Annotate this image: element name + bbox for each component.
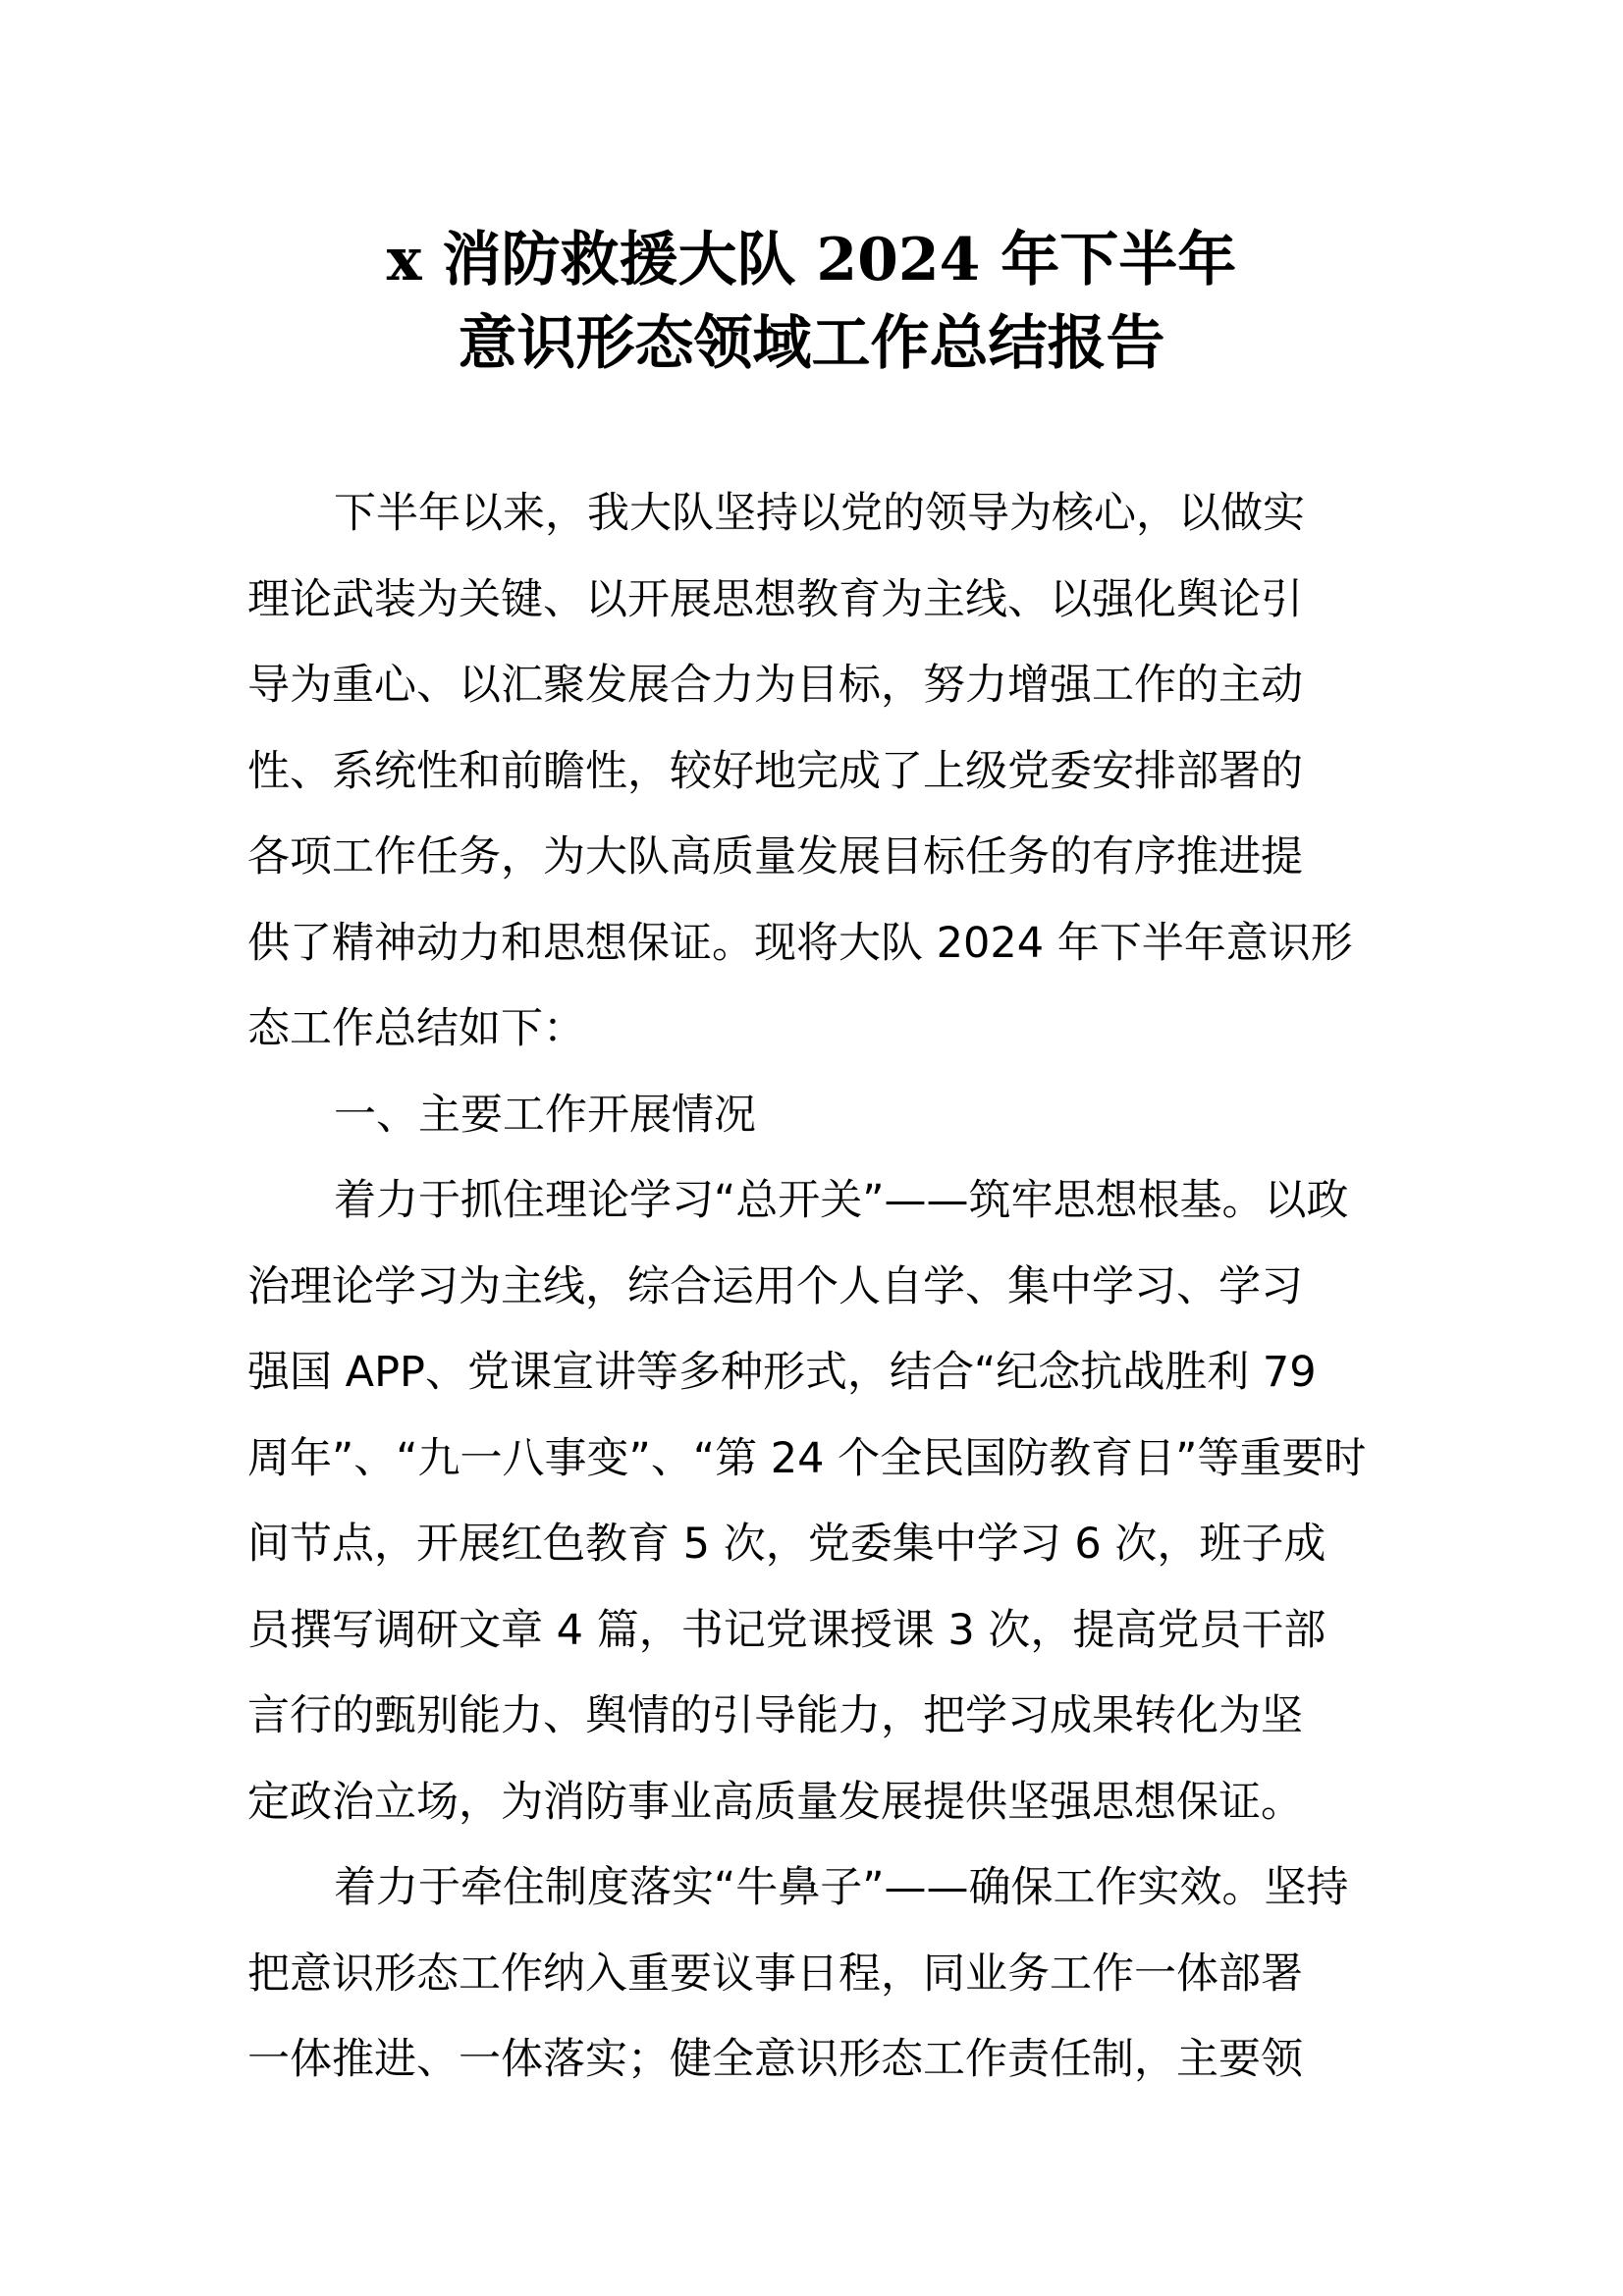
intro-paragraph (247, 471, 1386, 1073)
text-line: 导为重心、以汇聚发展合力为目标，努力增强工作的主动 (247, 661, 1303, 710)
text-line: 性、系统性和前瞻性，较好地完成了上级党委安排部署的 (247, 746, 1303, 796)
text-line: 强国 APP、党课宣讲等多种形式，结合“纪念抗战胜利 79 (247, 1348, 1317, 1397)
text-line: 下半年以来，我大队坚持以党的领导为核心，以做实 (334, 489, 1305, 538)
text-line: 一、主要工作开展情况 (334, 1090, 756, 1140)
text-line: 言行的甄别能力、舆情的引导能力，把学习成果转化为坚 (247, 1691, 1303, 1740)
text-line: 治理论学习为主线，综合运用个人自学、集中学习、学习 (247, 1261, 1303, 1311)
text-line: 供了精神动力和思想保证。现将大队 2024 年下半年意识形 (247, 918, 1353, 968)
text-line: 员撰写调研文章 4 篇，书记党课授课 3 次，提高党员干部 (247, 1605, 1326, 1655)
document-title-line1: x 消防救援大队 2024 年下半年 (386, 226, 1237, 294)
text-line: 各项工作任务，为大队高质量发展目标任务的有序推进提 (247, 832, 1303, 881)
text-line: 理论武装为关键、以开展思想教育为主线、以强化舆论引 (247, 574, 1303, 624)
text-line: 着力于抓住理论学习“总开关”——筑牢思想根基。以政 (334, 1176, 1349, 1225)
text-line: 一体推进、一体落实；健全意识形态工作责任制，主要领 (247, 2035, 1303, 2084)
theory-study-paragraph (247, 1158, 1386, 1845)
document-body (247, 471, 1386, 2104)
text-line: 着力于牵住制度落实“牛鼻子”——确保工作实效。坚持 (334, 1863, 1349, 1912)
text-line: 间节点，开展红色教育 5 次，党委集中学习 6 次，班子成 (247, 1520, 1326, 1569)
text-line: 把意识形态工作纳入重要议事日程，同业务工作一体部署 (247, 1949, 1303, 1999)
system-implementation-paragraph (247, 1845, 1386, 2104)
section-heading (247, 1073, 1386, 1159)
text-line: 定政治立场，为消防事业高质量发展提供坚强思想保证。 (247, 1777, 1303, 1827)
text-line: 态工作总结如下： (247, 1004, 585, 1053)
text-line: 周年”、“九一八事变”、“第 24 个全民国防教育日”等重要时 (247, 1433, 1367, 1483)
document-title-line2: 意识形态领域工作总结报告 (458, 309, 1165, 378)
